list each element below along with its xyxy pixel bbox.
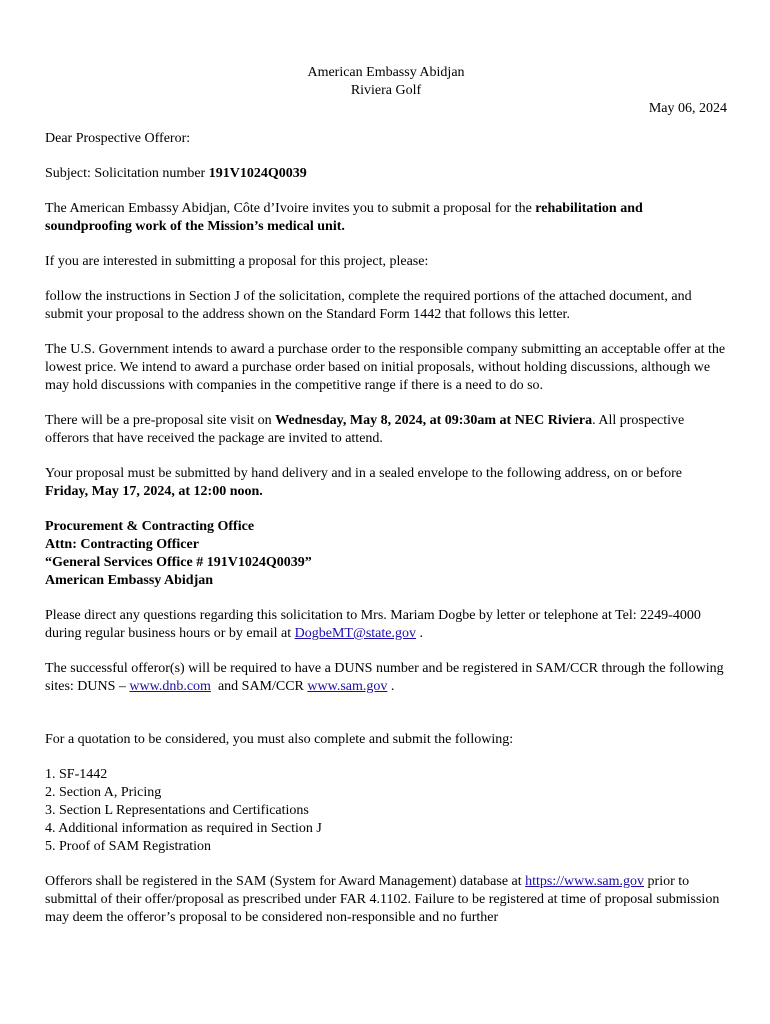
- address-line-1: Procurement & Contracting Office: [45, 519, 255, 534]
- address-line-4: American Embassy Abidjan: [45, 573, 214, 588]
- list-item: 4. Additional information as required in Section J: [45, 821, 322, 836]
- letter-page: [45, 64, 727, 944]
- requirements-list: [45, 766, 727, 856]
- quotation-paragraph: For a quotation to be considered, you must also complete and submit the following:: [45, 732, 514, 747]
- deadline-date: Friday, May 17, 2024, at 12:00 noon.: [45, 484, 263, 499]
- intro-paragraph: [45, 200, 727, 236]
- award-paragraph: The U.S. Government intends to award a purchase order to the responsible company submitting an acceptable offer at the lowest price. We intend to award a purchase order based on initial proposals, without holding discussions, although we may hold discussions with companies in the competitive range if there is a need to do so.: [45, 342, 726, 393]
- sam-suffix: prior to submittal of their offer/proposal as prescribed under FAR 4.1102. Failure to be registered at time of proposal submission may deem the offeror’s proposal to be considered non-responsible and no further: [45, 874, 720, 925]
- site-visit-date: Wednesday, May 8, 2024, at 09:30am at NEC Riviera: [275, 413, 593, 428]
- duns-suffix: .: [387, 679, 395, 694]
- sam-link[interactable]: www.sam.gov: [307, 679, 388, 694]
- subject-prefix: Subject: Solicitation number: [45, 166, 209, 181]
- duns-middle: and SAM/CCR: [210, 679, 308, 694]
- embassy-name: American Embassy Abidjan: [307, 65, 465, 80]
- questions-prefix: Please direct any questions regarding this solicitation to Mrs. Mariam Dogbe by letter or telephone at Tel: 2249-4000 during regular business hours or by email at: [45, 608, 701, 641]
- deadline-prefix: Your proposal must be submitted by hand delivery and in a sealed envelope to the following address, on or before: [45, 466, 682, 481]
- letter-date: May 06, 2024: [648, 101, 727, 116]
- address-line-2: Attn: Contracting Officer: [45, 537, 199, 552]
- intro-text: The American Embassy Abidjan, Côte d’Ivoire invites you to submit a proposal for the: [45, 201, 536, 216]
- questions-suffix: .: [416, 626, 423, 641]
- project-title: rehabilitation and soundproofing work of the Mission’s medical unit.: [45, 201, 643, 234]
- duns-paragraph: [45, 660, 727, 696]
- letter-header: [45, 64, 727, 100]
- deadline-paragraph: [45, 465, 727, 501]
- address-line-3: “General Services Office # 191V1024Q0039”: [45, 555, 312, 570]
- embassy-location: Riviera Golf: [350, 83, 422, 98]
- solicitation-number: 191V1024Q0039: [208, 166, 307, 181]
- site-visit-paragraph: [45, 412, 727, 448]
- duns-prefix: The successful offeror(s) will be required to have a DUNS number and be registered in SAM/CCR through the following sites: DUNS –: [45, 661, 724, 694]
- interest-paragraph: If you are interested in submitting a proposal for this project, please:: [45, 254, 429, 269]
- sam-paragraph: [45, 873, 727, 927]
- list-item: 3. Section L Representations and Certifications: [45, 803, 309, 818]
- list-item: 2. Section A, Pricing: [45, 785, 162, 800]
- instructions-paragraph: follow the instructions in Section J of the solicitation, complete the required portions of the attached document, and submit your proposal to the address shown on the Standard Form 1442 that follows this letter.: [45, 289, 692, 322]
- spacer: [45, 713, 727, 731]
- subject-line: [45, 165, 727, 183]
- questions-paragraph: [45, 607, 727, 643]
- list-item: 5. Proof of SAM Registration: [45, 839, 212, 854]
- email-link[interactable]: DogbeMT@state.gov: [294, 626, 416, 641]
- list-item: 1. SF-1442: [45, 767, 108, 782]
- salutation: Dear Prospective Offeror:: [45, 131, 191, 146]
- sam-prefix: Offerors shall be registered in the SAM (System for Award Management) database at: [45, 874, 526, 889]
- site-visit-suffix: . All prospective offerors that have received the package are invited to attend.: [45, 413, 685, 446]
- delivery-address: [45, 518, 727, 590]
- sam-registration-link[interactable]: https://www.sam.gov: [525, 874, 645, 889]
- dnb-link[interactable]: www.dnb.com: [129, 679, 211, 694]
- site-visit-prefix: There will be a pre-proposal site visit on: [45, 413, 276, 428]
